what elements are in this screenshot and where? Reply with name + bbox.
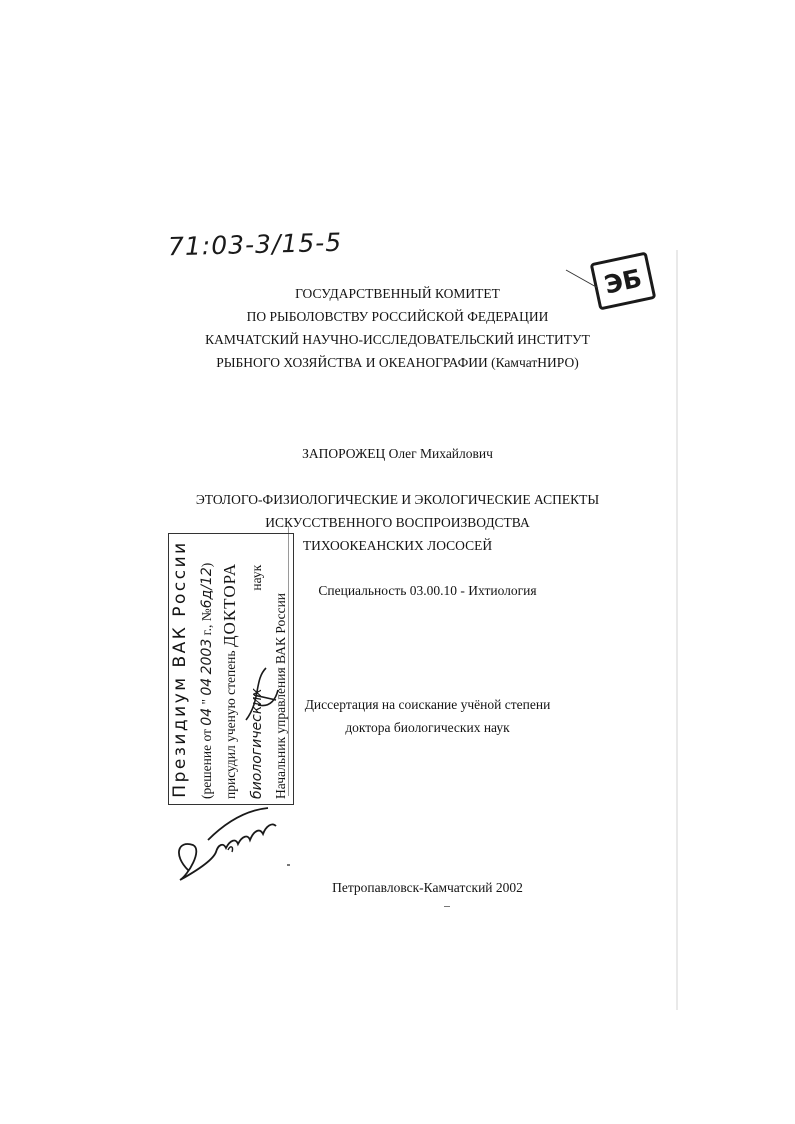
stamp-pointer-mark — [564, 268, 604, 298]
decision-number: 6д/12 — [199, 567, 215, 609]
vak-decision-line: (решение от 04 " 04 2003 г., №6д/12) — [199, 562, 215, 799]
title-line-3: ТИХООКЕАНСКИХ ЛОСОСЕЙ — [302, 538, 493, 553]
awarded-label: присудил ученую степень — [223, 650, 238, 799]
field-suffix: наук — [249, 564, 264, 591]
title-line-2: ИСКУССТВЕННОГО ВОСПРОИЗВОДСТВА — [265, 515, 530, 530]
decision-day: 04 — [199, 707, 215, 726]
header-line-2: ПО РЫБОЛОВСТВУ РОССИЙСКОЙ ФЕДЕРАЦИИ — [246, 309, 549, 324]
scan-speck — [444, 906, 450, 907]
header-line-1: ГОСУДАРСТВЕННЫЙ КОМИТЕТ — [295, 286, 500, 301]
title-line-1: ЭТОЛОГО-ФИЗИОЛОГИЧЕСКИЕ И ЭКОЛОГИЧЕСКИЕ АСПЕКТЫ — [195, 492, 600, 507]
decision-suffix: ) — [199, 562, 214, 568]
head-signature — [236, 660, 286, 730]
dissertation-line-1: Диссертация на соискание учёной степени — [304, 697, 551, 712]
eb-stamp: ЭБ — [590, 251, 657, 310]
header-line-4: РЫБНОГО ХОЗЯЙСТВА И ОКЕАНОГРАФИИ (КамчатНИРО) — [216, 355, 579, 370]
decision-no-label: г., № — [199, 608, 214, 636]
scan-speck — [287, 864, 290, 866]
field-value: биологических — [249, 688, 265, 799]
vak-stamp-title: Президиум ВАК России — [170, 540, 190, 798]
degree-value: ДОКТОРА — [220, 562, 239, 648]
decision-year: 2003 — [199, 638, 215, 675]
author-name: ЗАПОРОЖЕЦ Олег Михайлович — [302, 446, 493, 461]
author-signature — [168, 800, 288, 890]
decision-prefix: (решение от — [199, 729, 214, 799]
place-year: Петропавловск-Камчатский 2002 — [332, 880, 523, 895]
specialty: Специальность 03.00.10 - Ихтиология — [318, 583, 537, 598]
decision-month: 04 — [199, 677, 215, 696]
vak-head-line: Начальник управления ВАК России — [273, 592, 288, 799]
dissertation-line-2: доктора биологических наук — [345, 720, 510, 735]
header-line-3: КАМЧАТСКИЙ НАУЧНО-ИССЛЕДОВАТЕЛЬСКИЙ ИНСТИТУТ — [205, 332, 590, 347]
handwritten-archive-code: 71:03-3/15-5 — [167, 227, 343, 262]
